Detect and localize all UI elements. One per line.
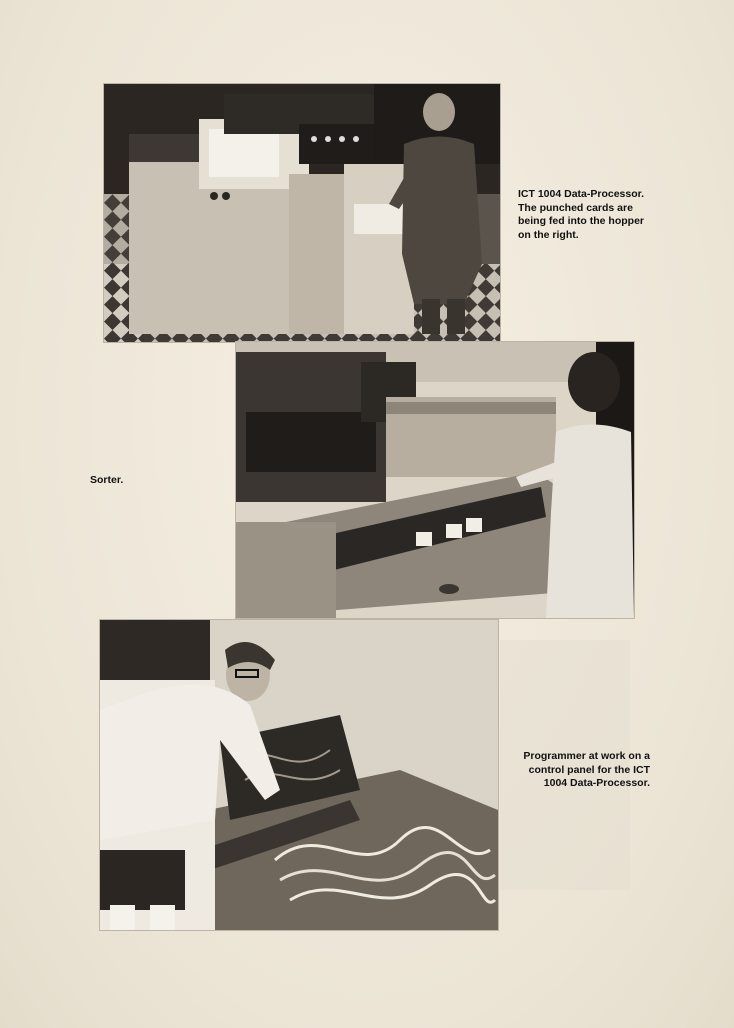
caption-programmer: Programmer at work on a control panel for the ICT 1004 Data-Processor. [523, 750, 650, 789]
photo-sorter [236, 342, 634, 618]
photo-programmer-image [100, 620, 498, 930]
caption-sorter: Sorter. [90, 474, 124, 486]
caption-data-processor: ICT 1004 Data-Processor. The punched cards are being fed into the hopper on the right. [518, 188, 645, 241]
photo-data-processor [104, 84, 500, 342]
photo-programmer [100, 620, 498, 930]
photo-sorter-image [236, 342, 634, 618]
photo-data-processor-image [104, 84, 500, 342]
